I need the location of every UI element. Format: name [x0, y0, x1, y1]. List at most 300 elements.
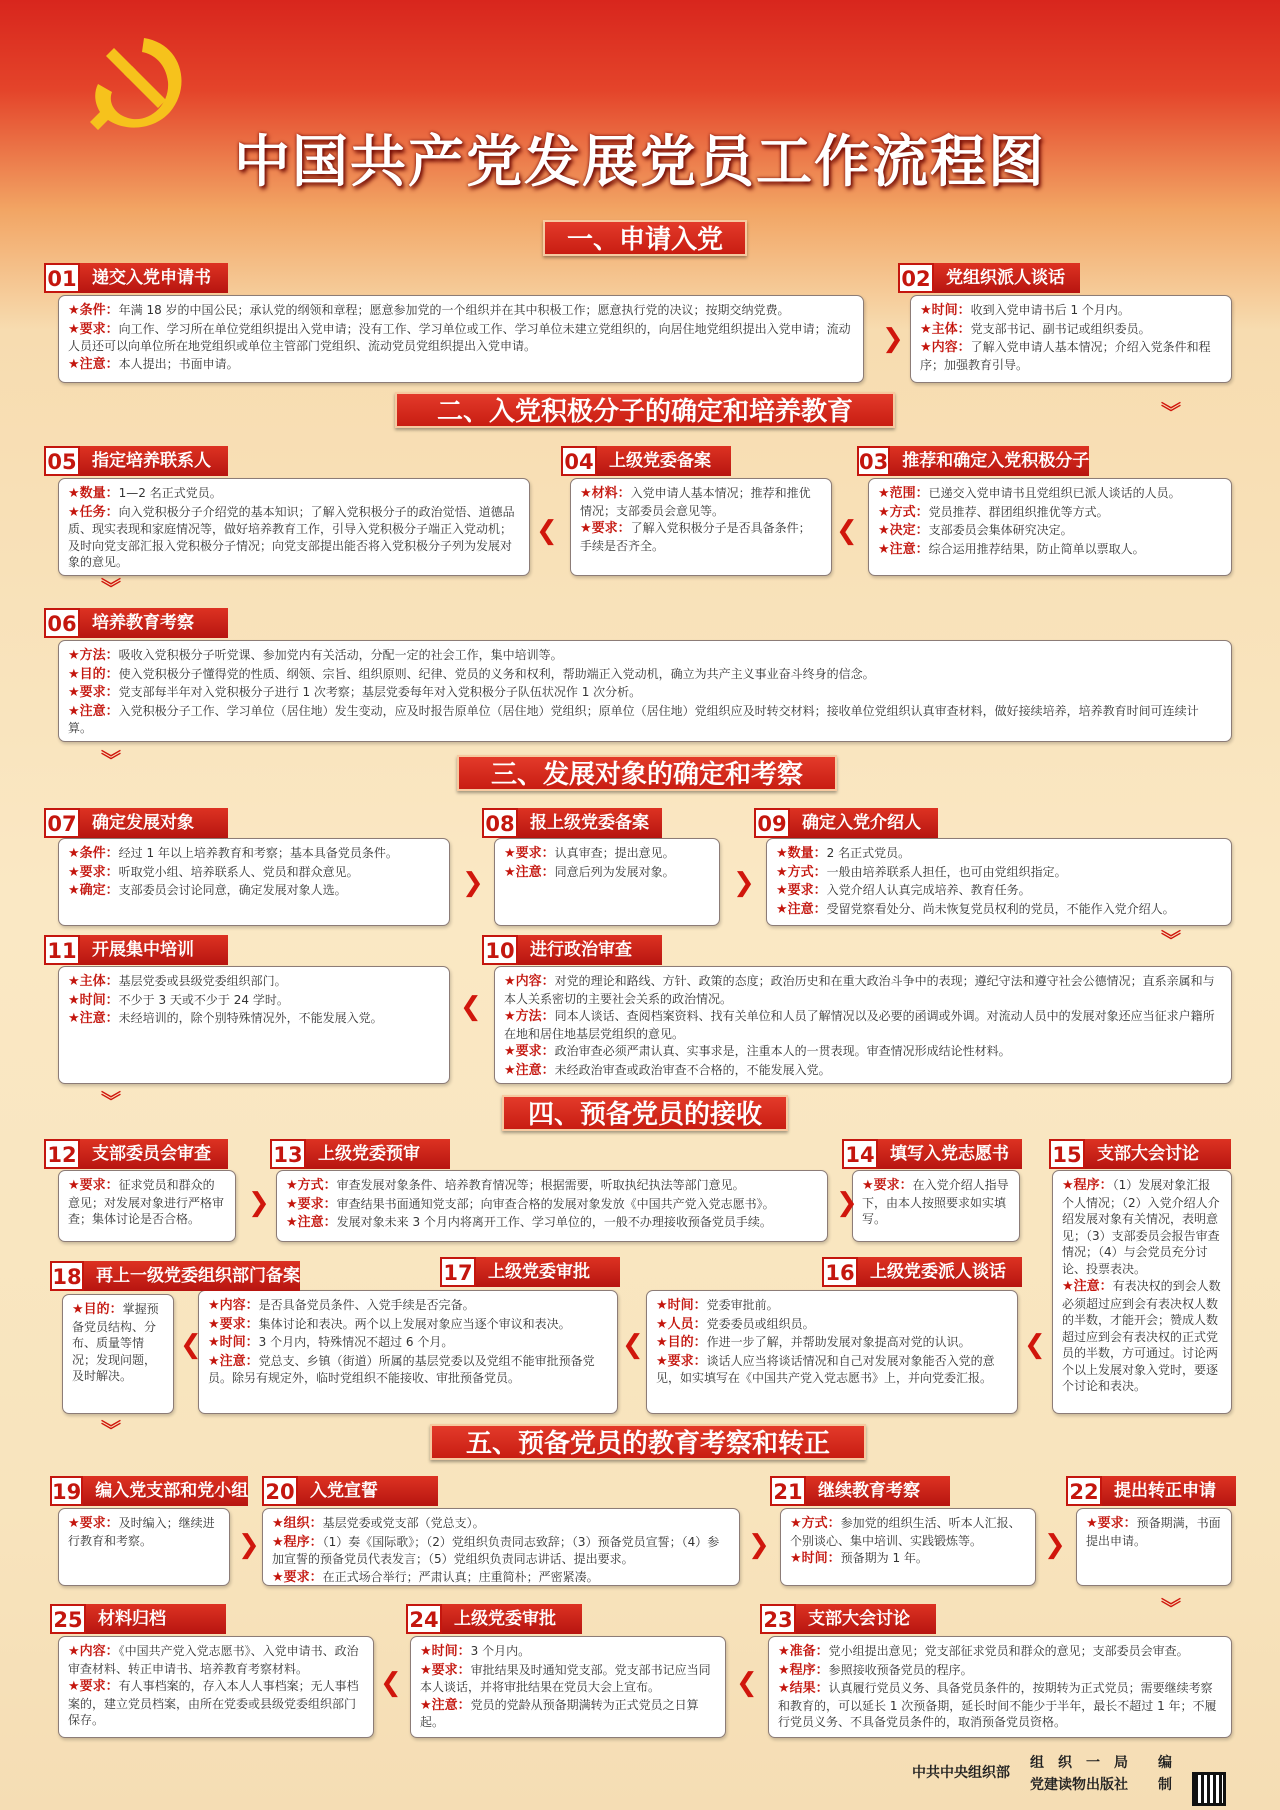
detail-key: ★数量：: [68, 486, 119, 501]
section-2-header: 二、入党积极分子的确定和培养教育: [395, 392, 895, 428]
step-detail-row: [1086, 1515, 1222, 1549]
detail-value: 听取党小组、培养联系人、党员和群众意见。: [118, 864, 359, 879]
detail-value: （1）奏《国际歌》；（2）党组织负责同志致辞；（3）预备党员宣誓；（4）参加宣誓的预备党员代表发言；（5）党组织负责同志讲话、提出要求。: [272, 1534, 720, 1566]
detail-key: ★要求：: [68, 864, 119, 880]
step-11-box: [58, 966, 450, 1084]
detail-key: ★准备：: [778, 1644, 829, 1659]
step-title: 培养教育考察: [80, 608, 228, 638]
step-title: 上级党委审批: [476, 1257, 620, 1287]
step-09-label: [754, 808, 938, 838]
step-25-label: [50, 1604, 226, 1634]
detail-key: ★时间：: [420, 1644, 471, 1659]
step-detail-row: [580, 520, 822, 554]
step-detail-row: [68, 864, 440, 882]
step-title: 指定培养联系人: [80, 446, 228, 476]
step-detail-row: [68, 485, 520, 503]
step-title: 支部委员会审查: [80, 1139, 228, 1169]
detail-value: 年满 18 岁的中国公民；承认党的纲领和章程；愿意参加党的一个组织并在其中积极工作；愿意执行党的决议；按期交纳党费。: [118, 303, 790, 317]
arrow-down-icon: ︾: [1161, 1596, 1179, 1620]
step-15-label: [1049, 1139, 1231, 1169]
step-number: 12: [44, 1139, 80, 1169]
detail-key: ★时间：: [920, 303, 971, 318]
step-detail-row: [920, 339, 1222, 373]
step-detail-row: [68, 1177, 226, 1228]
step-detail-row: [1062, 1177, 1222, 1277]
detail-value: 党委审批前。: [706, 1298, 779, 1312]
detail-key: ★方法：: [68, 648, 119, 663]
step-detail-row: [656, 1316, 1008, 1334]
step-number: 11: [44, 935, 80, 965]
section-4-header: 四、预备党员的接收: [502, 1095, 788, 1131]
step-23-box: [768, 1636, 1232, 1738]
detail-value: 参加党的组织生活、听本人汇报、个别谈心、集中培训、实践锻炼等。: [790, 1516, 1021, 1548]
qr-code-icon: [1192, 1772, 1226, 1806]
detail-value: 2 名正式党员。: [826, 846, 911, 860]
detail-key: ★组织：: [272, 1516, 323, 1531]
detail-value: 受留党察看处分、尚未恢复党员权利的党员，不能作入党介绍人。: [826, 901, 1175, 916]
detail-key: ★目的：: [656, 1335, 707, 1350]
detail-value: 入党介绍人认真完成培养、教育任务。: [826, 883, 1031, 897]
detail-key: ★任务：: [68, 504, 119, 520]
detail-value: 党小组提出意见；党支部征求党员和群众的意见；支部委员会审查。: [828, 1644, 1189, 1658]
step-title: 支部大会讨论: [796, 1604, 936, 1634]
detail-value: 党员推荐、群团组织推优等方式。: [928, 504, 1109, 519]
step-detail-row: [68, 845, 440, 863]
detail-key: ★方式：: [286, 1178, 337, 1193]
step-detail-row: [656, 1353, 1008, 1387]
step-04-box: [570, 478, 832, 576]
step-detail-row: [68, 647, 1222, 665]
detail-value: 了解入党申请人基本情况；介绍入党条件和程序；加强教育引导。: [920, 340, 1211, 372]
detail-key: ★条件：: [68, 303, 119, 318]
detail-value: 已递交入党申请书且党组织已派人谈话的人员。: [928, 486, 1181, 500]
detail-value: 综合运用推荐结果，防止简单以票取人。: [928, 541, 1145, 556]
arrow-left-icon: ❮: [460, 992, 482, 1022]
detail-key: ★材料：: [580, 486, 631, 501]
arrow-down-icon: ︾: [101, 1089, 119, 1113]
detail-value: 党委委员或组织员。: [706, 1316, 815, 1331]
arrow-right-icon: ❯: [748, 1530, 770, 1560]
step-04-label: [561, 446, 731, 476]
footer-org: 中共中央组织部: [912, 1765, 1010, 1781]
step-title: 填写入党志愿书: [878, 1139, 1022, 1169]
detail-key: ★内容：: [504, 974, 555, 989]
step-detail-row: [778, 1680, 1222, 1731]
detail-value: （1）发展对象汇报个人情况；（2）入党介绍人介绍发展对象有关情况，表明意见；（3）支部委员会报告审查情况；（4）与会党员充分讨论、投票表决。: [1062, 1178, 1220, 1276]
detail-key: ★注意：: [1062, 1279, 1113, 1294]
detail-key: ★要求：: [420, 1662, 471, 1678]
detail-value: 了解入党积极分子是否具备条件；手续是否齐全。: [580, 521, 811, 553]
detail-key: ★要求：: [1086, 1516, 1137, 1531]
arrow-right-icon: ❯: [238, 1530, 260, 1560]
detail-key: ★方式：: [790, 1516, 841, 1531]
step-detail-row: [504, 864, 710, 882]
detail-value: 在入党介绍人指导下，由本人按照要求如实填写。: [862, 1178, 1009, 1226]
step-14-box: [852, 1170, 1020, 1242]
step-number: 14: [842, 1139, 878, 1169]
step-10-label: [482, 935, 662, 965]
step-number: 05: [44, 446, 80, 476]
detail-value: 经过 1 年以上培养教育和考察；基本具备党员条件。: [118, 846, 398, 860]
step-20-box: [262, 1508, 740, 1586]
detail-key: ★内容：: [208, 1298, 259, 1313]
step-22-box: [1076, 1508, 1232, 1586]
step-detail-row: [420, 1697, 716, 1731]
step-03-label: [857, 446, 1090, 476]
detail-value: 集体讨论和表决。两个以上发展对象应当逐个审议和表决。: [258, 1316, 571, 1331]
step-detail-row: [878, 485, 1222, 503]
detail-value: 在正式场合举行；严肃认真；庄重简朴；严密紧凑。: [322, 1569, 599, 1584]
step-detail-row: [1062, 1278, 1222, 1395]
detail-key: ★方法：: [504, 1009, 555, 1024]
detail-value: 掌握预备党员结构、分布、质量等情况；发现问题，及时解决。: [72, 1302, 159, 1383]
detail-value: 本人提出；书面申请。: [118, 356, 239, 371]
step-05-box: [58, 478, 530, 576]
step-detail-row: [776, 864, 1222, 882]
detail-value: 政治审查必须严肃认真、实事求是，注重本人的一贯表现。审查情况形成结论性材料。: [554, 1044, 1011, 1058]
step-14-label: [842, 1139, 1022, 1169]
section-1-header: 一、申请入党: [543, 220, 747, 256]
detail-key: ★方式：: [776, 864, 827, 880]
detail-key: ★要求：: [504, 846, 555, 861]
detail-value: 一般由培养联系人担任，也可由党组织指定。: [826, 864, 1067, 879]
detail-key: ★决定：: [878, 523, 929, 538]
arrow-right-icon: ❯: [733, 868, 755, 898]
step-number: 23: [760, 1604, 796, 1634]
step-detail-row: [504, 973, 1222, 1007]
step-number: 13: [270, 1139, 306, 1169]
step-02-box: [910, 295, 1232, 383]
step-detail-row: [68, 1678, 364, 1729]
arrow-down-icon: ︾: [1161, 400, 1179, 424]
detail-value: 审查发展对象条件、培养教育情况等；根据需要，听取执纪执法等部门意见。: [336, 1178, 745, 1192]
step-number: 24: [406, 1604, 442, 1634]
arrow-left-icon: ❮: [536, 516, 558, 546]
detail-value: 谈话人应当将谈话情况和自己对发展对象能否入党的意见，如实填写在《中国共产党入党志愿书》上，并向党委汇报。: [656, 1353, 995, 1385]
arrow-down-icon: ︾: [1161, 928, 1179, 952]
detail-value: 党员的党龄从预备期满转为正式党员之日算起。: [420, 1697, 699, 1729]
step-detail-row: [504, 1043, 1222, 1061]
step-title: 确定发展对象: [80, 808, 228, 838]
step-detail-row: [68, 666, 1222, 684]
step-detail-row: [68, 321, 854, 355]
detail-value: 1—2 名正式党员。: [118, 486, 222, 500]
step-number: 09: [754, 808, 790, 838]
step-detail-row: [272, 1569, 730, 1587]
step-21-box: [780, 1508, 1036, 1586]
step-detail-row: [68, 356, 854, 374]
step-17-box: [198, 1290, 618, 1414]
step-detail-row: [68, 973, 440, 991]
detail-key: ★方式：: [878, 504, 929, 520]
step-title: 上级党委备案: [597, 446, 731, 476]
page-title: 中国共产党发展党员工作流程图: [234, 129, 1046, 195]
step-24-box: [410, 1636, 726, 1738]
step-detail-row: [68, 504, 520, 571]
step-05-label: [44, 446, 228, 476]
detail-value: 作进一步了解，并帮助发展对象提高对党的认识。: [706, 1335, 971, 1349]
step-title: 推荐和确定入党积极分子: [890, 446, 1089, 476]
step-17-label: [440, 1257, 620, 1287]
detail-key: ★内容：: [920, 340, 971, 355]
detail-value: 预备期为 1 年。: [840, 1551, 928, 1565]
step-detail-row: [862, 1177, 1010, 1228]
step-20-label: [262, 1476, 438, 1506]
step-number: 15: [1049, 1139, 1085, 1169]
detail-key: ★结果：: [778, 1681, 829, 1696]
step-09-box: [766, 838, 1232, 926]
step-detail-row: [72, 1301, 164, 1385]
footer-bureau: 组 织 一 局: [1030, 1755, 1128, 1771]
step-detail-row: [878, 504, 1222, 522]
step-23-label: [760, 1604, 936, 1634]
arrow-right-icon: ❯: [248, 1188, 270, 1218]
step-number: 20: [262, 1476, 298, 1506]
step-08-box: [494, 838, 720, 926]
arrow-right-icon: ❯: [836, 1188, 858, 1218]
step-21-label: [770, 1476, 950, 1506]
detail-value: 不少于 3 天或不少于 24 学时。: [118, 992, 289, 1007]
step-detail-row: [878, 541, 1222, 559]
step-number: 07: [44, 808, 80, 838]
arrow-right-icon: ❯: [882, 324, 904, 354]
detail-key: ★注意：: [208, 1353, 259, 1369]
step-06-box: [58, 640, 1232, 742]
detail-key: ★范围：: [878, 486, 929, 501]
step-detail-row: [878, 522, 1222, 540]
step-number: 19: [50, 1476, 83, 1506]
footer-bian: 编: [1158, 1755, 1172, 1771]
step-detail-row: [656, 1334, 1008, 1352]
detail-key: ★注意：: [68, 1011, 119, 1026]
step-title: 上级党委审批: [442, 1604, 582, 1634]
section-3-header: 三、发展对象的确定和考察: [457, 755, 837, 791]
detail-key: ★程序：: [1062, 1178, 1113, 1193]
step-08-label: [482, 808, 662, 838]
step-detail-row: [208, 1334, 608, 1352]
step-detail-row: [68, 1010, 440, 1028]
detail-key: ★程序：: [272, 1534, 323, 1550]
detail-value: 征求党员和群众的意见；对发展对象进行严格审查；集体讨论是否合格。: [68, 1178, 225, 1226]
step-07-label: [44, 808, 228, 838]
detail-key: ★主体：: [920, 321, 971, 337]
step-title: 再上一级党委组织部门备案: [84, 1261, 300, 1291]
detail-value: 认真履行党员义务、具备党员条件的，按期转为正式党员；需要继续考察和教育的，可以延长 1 次预备期，延长时间不能少于半年，最长不超过 1 年；不履行党员义务、不具备党员条件的，取消预备党员资格。: [778, 1681, 1217, 1729]
detail-key: ★主体：: [68, 974, 119, 989]
step-detail-row: [776, 901, 1222, 919]
step-detail-row: [68, 703, 1222, 737]
detail-key: ★注意：: [68, 703, 119, 719]
detail-value: 支部委员会讨论同意，确定发展对象人选。: [118, 883, 347, 897]
footer-publisher: 党建读物出版社: [1030, 1777, 1128, 1793]
detail-value: 使入党积极分子懂得党的性质、纲领、宗旨、组织原则、纪律、党员的义务和权利，帮助端正入党动机，确立为共产主义事业奋斗终身的信念。: [118, 666, 875, 681]
step-detail-row: [920, 302, 1222, 320]
detail-key: ★注意：: [286, 1215, 337, 1230]
detail-value: 向工作、学习所在单位党组织提出入党申请；没有工作、学习单位或工作、学习单位未建立党组织的，向居住地党组织提出入党申请；流动人员还可以向单位所在地党组织或单位主管部门党组织、流动党员党组织提出入党申请。: [68, 321, 851, 353]
step-detail-row: [286, 1196, 818, 1214]
step-13-label: [270, 1139, 450, 1169]
step-detail-row: [68, 302, 854, 320]
detail-value: 3 个月内，特殊情况不超过 6 个月。: [258, 1335, 454, 1349]
detail-key: ★要求：: [68, 685, 119, 700]
detail-value: 是否具备党员条件、入党手续是否完备。: [258, 1298, 475, 1312]
detail-value: 同意后列为发展对象。: [554, 864, 675, 879]
step-number: 10: [482, 935, 518, 965]
detail-key: ★注意：: [504, 1062, 555, 1078]
step-detail-row: [68, 992, 440, 1010]
arrow-left-icon: ❮: [836, 516, 858, 546]
arrow-down-icon: ︾: [101, 748, 119, 772]
step-16-box: [646, 1290, 1018, 1414]
detail-key: ★目的：: [68, 666, 119, 682]
detail-key: ★要求：: [68, 1178, 119, 1193]
step-detail-row: [68, 684, 1222, 702]
detail-key: ★要求：: [656, 1353, 707, 1369]
detail-key: ★注意：: [878, 541, 929, 557]
detail-key: ★注意：: [776, 901, 827, 917]
step-detail-row: [504, 1062, 1222, 1080]
step-detail-row: [656, 1297, 1008, 1315]
step-detail-row: [790, 1550, 1026, 1568]
step-03-box: [868, 478, 1232, 576]
step-12-label: [44, 1139, 228, 1169]
step-06-label: [44, 608, 228, 638]
step-12-box: [58, 1170, 236, 1242]
step-title: 报上级党委备案: [518, 808, 662, 838]
detail-value: 党支部每半年对入党积极分子进行 1 次考察；基层党委每年对入党积极分子队伍状况作 1 次分析。: [118, 685, 642, 699]
step-title: 确定入党介绍人: [790, 808, 938, 838]
section-5-header: 五、预备党员的教育考察和转正: [430, 1424, 866, 1460]
step-title: 编入党支部和党小组: [83, 1476, 248, 1506]
step-detail-row: [68, 1515, 220, 1549]
step-18-label: [50, 1261, 300, 1291]
step-detail-row: [286, 1177, 818, 1195]
detail-key: ★程序：: [778, 1662, 829, 1678]
detail-value: 对党的理论和路线、方针、政策的态度；政治历史和在重大政治斗争中的表现；遵纪守法和遵守社会公德情况；直系亲属和与本人关系密切的主要社会关系的政治情况。: [504, 974, 1215, 1006]
detail-key: ★时间：: [656, 1298, 707, 1313]
step-number: 01: [44, 263, 80, 293]
detail-key: ★要求：: [68, 1516, 119, 1531]
arrow-down-icon: ︾: [101, 1418, 119, 1442]
step-01-label: [44, 263, 228, 293]
step-number: 17: [440, 1257, 476, 1287]
step-07-box: [58, 838, 450, 926]
step-title: 递交入党申请书: [80, 263, 228, 293]
detail-key: ★要求：: [776, 883, 827, 898]
detail-value: 认真审查；提出意见。: [554, 846, 675, 860]
detail-value: 基层党委或县级党委组织部门。: [118, 974, 287, 988]
detail-key: ★条件：: [68, 846, 119, 861]
step-detail-row: [920, 321, 1222, 339]
step-number: 22: [1066, 1476, 1102, 1506]
detail-value: 审查结果书面通知党支部；向审查合格的发展对象发放《中国共产党入党志愿书》。: [336, 1196, 775, 1211]
step-number: 06: [44, 608, 80, 638]
detail-value: 同本人谈话、查阅档案资料、找有关单位和人员了解情况以及必要的函调或外调。对流动人员中的发展对象还应当征求户籍所在地和居住地基层党组织的意见。: [504, 1009, 1215, 1041]
step-title: 开展集中培训: [80, 935, 228, 965]
step-detail-row: [68, 882, 440, 900]
detail-key: ★时间：: [68, 992, 119, 1008]
arrow-left-icon: ❮: [622, 1330, 644, 1360]
step-detail-row: [420, 1662, 716, 1696]
detail-value: 向入党积极分子介绍党的基本知识；了解入党积极分子的政治觉悟、道德品质、现实表现和家庭情况等，做好培养教育工作，引导入党积极分子端正入党动机；及时向党支部汇报入党积极分子情况；向党支部提出能否将入党积极分子列为发展对象的意见。: [68, 504, 515, 569]
detail-key: ★人员：: [656, 1316, 707, 1332]
step-15-box: [1052, 1170, 1232, 1414]
step-number: 21: [770, 1476, 806, 1506]
step-title: 入党宣誓: [298, 1476, 438, 1506]
footer-zhi: 制: [1158, 1777, 1172, 1793]
step-detail-row: [272, 1534, 730, 1568]
detail-value: 基层党委或党支部（党总支）。: [322, 1516, 485, 1530]
step-title: 进行政治审查: [518, 935, 662, 965]
step-02-label: [898, 263, 1080, 293]
step-number: 16: [822, 1257, 858, 1287]
detail-key: ★确定：: [68, 883, 119, 898]
step-detail-row: [790, 1515, 1026, 1549]
detail-key: ★要求：: [208, 1316, 259, 1332]
detail-value: 有人事档案的，存入本人人事档案；无人事档案的，建立党员档案，由所在党委或县级党委组织部门保存。: [68, 1679, 359, 1727]
step-detail-row: [420, 1643, 716, 1661]
detail-key: ★要求：: [272, 1569, 323, 1585]
step-18-box: [62, 1294, 174, 1414]
arrow-right-icon: ❯: [462, 868, 484, 898]
detail-value: 及时编入；继续进行教育和考察。: [68, 1516, 215, 1548]
detail-value: 入党申请人基本情况；推荐和推优情况；支部委员会意见等。: [580, 486, 811, 518]
step-19-box: [58, 1508, 230, 1586]
detail-key: ★要求：: [862, 1178, 913, 1193]
detail-value: 吸收入党积极分子听党课、参加党内有关活动，分配一定的社会工作，集中培训等。: [118, 648, 563, 662]
step-number: 03: [857, 446, 890, 476]
arrow-left-icon: ❮: [736, 1668, 758, 1698]
step-detail-row: [776, 882, 1222, 900]
detail-key: ★要求：: [504, 1044, 555, 1059]
step-25-box: [58, 1636, 374, 1738]
detail-value: 参照接收预备党员的程序。: [828, 1662, 973, 1677]
step-detail-row: [504, 845, 710, 863]
detail-value: 审批结果及时通知党支部。党支部书记应当同本人谈话，并将审批结果在党员大会上宣布。: [420, 1662, 711, 1694]
step-detail-row: [272, 1515, 730, 1533]
detail-key: ★要求：: [68, 1679, 119, 1694]
step-16-label: [822, 1257, 1022, 1287]
step-10-box: [494, 966, 1232, 1084]
step-title: 材料归档: [86, 1604, 226, 1634]
step-detail-row: [286, 1214, 818, 1232]
step-24-label: [406, 1604, 582, 1634]
detail-value: 收到入党申请书后 1 个月内。: [970, 303, 1130, 317]
step-title: 上级党委预审: [306, 1139, 450, 1169]
detail-key: ★内容：: [68, 1644, 119, 1659]
arrow-left-icon: ❮: [180, 1330, 202, 1360]
step-title: 党组织派人谈话: [934, 263, 1080, 293]
detail-value: 预备期满，书面提出申请。: [1086, 1516, 1221, 1548]
step-01-box: [58, 295, 864, 383]
detail-key: ★注意：: [420, 1697, 471, 1713]
detail-value: 3 个月内。: [470, 1644, 531, 1658]
arrow-left-icon: ❮: [1024, 1330, 1046, 1360]
step-detail-row: [68, 1643, 364, 1677]
arrow-left-icon: ❮: [380, 1668, 402, 1698]
detail-value: 党总支、乡镇（街道）所属的基层党委以及党组不能审批预备党员。除另有规定外，临时党组织不能接收、审批预备党员。: [208, 1353, 595, 1385]
detail-value: 有表决权的到会人数必须超过应到会有表决权人数的半数，才能开会；赞成人数超过应到会有表决权的正式党员的半数，方可通过。讨论两个以上发展对象入党时，要逐个讨论和表决。: [1062, 1279, 1221, 1393]
detail-value: 未经培训的，除个别特殊情况外，不能发展入党。: [118, 1011, 383, 1025]
step-number: 08: [482, 808, 518, 838]
step-title: 上级党委派人谈话: [858, 1257, 1022, 1287]
step-number: 25: [50, 1604, 86, 1634]
step-13-box: [276, 1170, 828, 1242]
detail-key: ★目的：: [72, 1302, 123, 1317]
detail-key: ★注意：: [504, 864, 555, 880]
step-number: 02: [898, 263, 934, 293]
step-detail-row: [778, 1643, 1222, 1661]
